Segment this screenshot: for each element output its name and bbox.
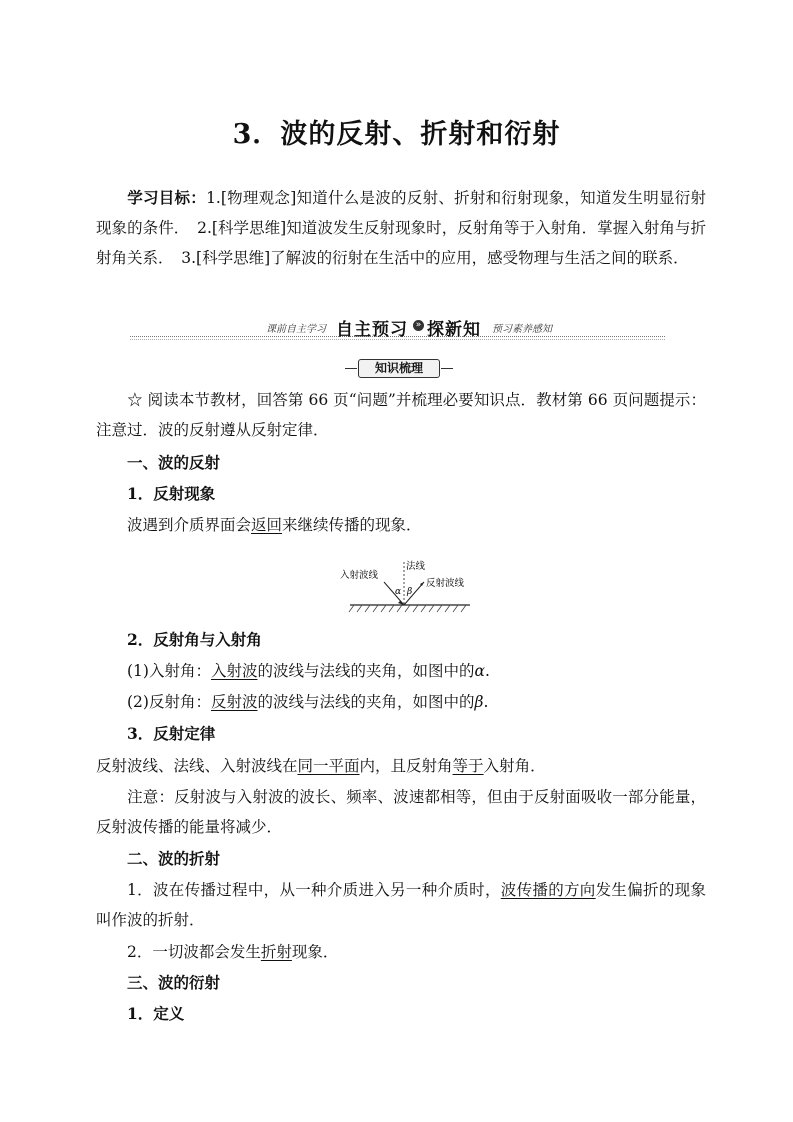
underlined-answer: 波传播的方向 xyxy=(500,881,596,899)
underlined-answer: 同一平面 xyxy=(297,757,360,775)
text: 发生偏折的现象叫作波的折射． xyxy=(96,881,706,929)
text: 来继续传播的现象． xyxy=(282,516,422,534)
page-title: 3．波的反射、折射和衍射 xyxy=(232,119,561,150)
surface-hatching xyxy=(349,605,466,612)
banner-main-right: 探新知 xyxy=(427,320,481,340)
text: (1)入射角： xyxy=(127,662,211,680)
normal-label: 法线 xyxy=(406,561,426,572)
text: 波遇到介质界面会 xyxy=(127,516,252,534)
text: 现象． xyxy=(291,943,339,961)
heading-refraction: 二、波的折射 xyxy=(127,849,221,868)
alpha-symbol: α xyxy=(474,662,485,680)
incident-label: 入射波线 xyxy=(340,570,379,581)
text: 2．一切波都会发生 xyxy=(127,943,261,961)
objectives-text: 1.[物理观念]知道什么是波的反射、折射和衍射现象，知道发生明显衍射现象的条件． 2.[科学思维]知道波发生反射现象时，反射角等于入射角．掌握入射角与折射角关系． 3.[科学思维]了解波的衍射在生活中的应用，感受物理与生活之间的联系． xyxy=(96,189,706,267)
reflection-diagram xyxy=(340,558,480,618)
intro-text: ☆ 阅读本节教材，回答第 66 页“问题”并梳理必要知识点．教材第 66 页问题提示：注意过．波的反射遵从反射定律． xyxy=(96,391,706,439)
text: . xyxy=(484,662,490,680)
underlined-answer: 入射波 xyxy=(210,662,258,680)
text: 反射波线、法线、入射波线在 xyxy=(96,757,298,775)
subheading-angles: 2．反射角与入射角 xyxy=(127,630,262,649)
heading-reflection: 一、波的反射 xyxy=(127,453,221,472)
text: 内，且反射角 xyxy=(359,757,453,775)
banner-arrow-icon: » xyxy=(413,320,424,331)
beta-symbol: β xyxy=(474,693,484,711)
text: 入射角． xyxy=(483,757,546,775)
objectives-label: 学习目标： xyxy=(127,188,207,207)
intro-paragraph xyxy=(96,385,706,445)
text: . xyxy=(483,693,489,711)
text: (2)反射角： xyxy=(127,693,211,711)
reflection-angle-def xyxy=(127,687,737,717)
reflection-law xyxy=(96,751,706,781)
alpha-label: α xyxy=(395,587,402,597)
underlined-answer: 反射波 xyxy=(210,693,258,711)
heading-diffraction: 三、波的衍射 xyxy=(127,973,221,992)
section-banner xyxy=(130,316,665,340)
subheading-reflection-law: 3．反射定律 xyxy=(127,724,216,743)
reflection-definition xyxy=(127,510,737,540)
underlined-answer: 等于 xyxy=(452,757,484,775)
underlined-answer: 折射 xyxy=(260,943,292,961)
incident-angle-def xyxy=(127,656,737,686)
reflected-label: 反射波线 xyxy=(426,578,465,589)
banner-right-caption: 预习素养感知 xyxy=(492,324,552,335)
refraction-universal xyxy=(127,937,737,967)
text: 的波线与法线的夹角，如图中的 xyxy=(257,662,475,680)
section-tag: 知识梳理 xyxy=(358,359,440,378)
text: 1．波在传播过程中，从一种介质进入另一种介质时， xyxy=(127,881,501,899)
learning-objectives xyxy=(96,183,706,273)
subheading-definition: 1．定义 xyxy=(127,1004,185,1023)
underlined-answer: 返回 xyxy=(251,516,283,534)
reflection-note xyxy=(96,782,706,842)
beta-label: β xyxy=(407,587,413,597)
banner-main-left: 自主预习 xyxy=(336,320,408,340)
subheading-reflection-phenomenon: 1．反射现象 xyxy=(127,484,216,503)
note-text: 注意：反射波与入射波的波长、频率、波速都相等，但由于反射面吸收一部分能量，反射波传播的能量将减少． xyxy=(96,788,706,836)
refraction-definition xyxy=(96,875,706,935)
text: 的波线与法线的夹角，如图中的 xyxy=(257,693,475,711)
banner-left-caption: 课前自主学习 xyxy=(266,324,326,335)
